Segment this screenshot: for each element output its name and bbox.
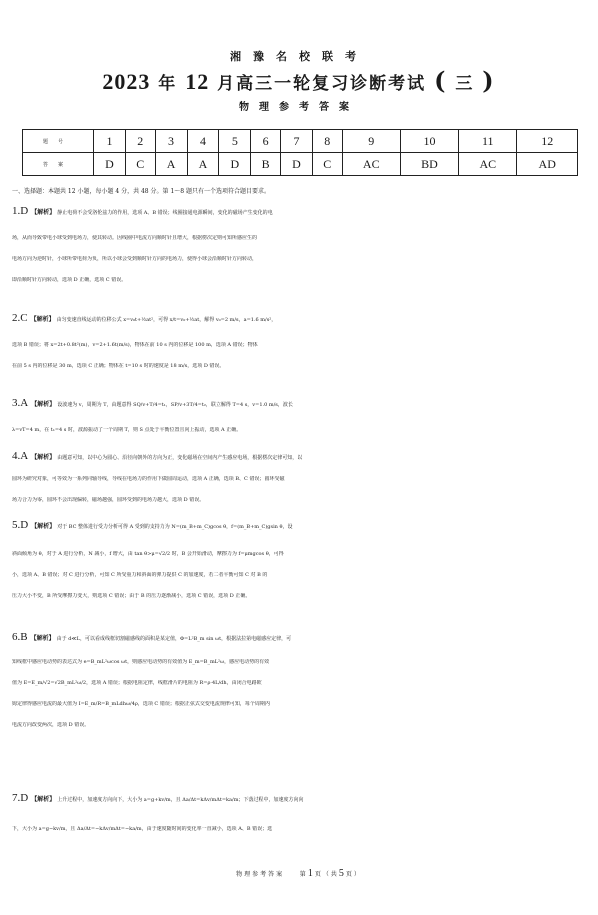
answer-cell: A (187, 153, 219, 176)
question-1 (12, 205, 590, 298)
question-3 (12, 397, 590, 448)
organization-title: 湘豫名校联考 (230, 50, 368, 63)
analysis-tag: 【解析】 (31, 523, 56, 530)
question-number-cell: 4 (187, 130, 219, 153)
section-heading: 一、选择题：本题共 12 小题，每小题 4 分，共 48 分。第 1～8 题只有一个选项符合题目要求。 (12, 188, 270, 195)
question-line: 选项 B 错误；将 x=2t+0.8t²(m)，v=2+1.6t(m/s)，物体在前 10 s 内的位移是 100 m，选项 A 错误；物体 (12, 342, 258, 348)
exam-month: 12 (185, 69, 210, 94)
answer-row (23, 153, 578, 176)
answer-cell: AD (517, 153, 578, 176)
question-label: 5.D (12, 519, 29, 531)
question-label: 1.D (12, 205, 29, 217)
row-label-number: 题号 (23, 130, 94, 153)
footer-page-suffix: 页） (345, 871, 362, 878)
question-line: 设波速为 v，周期为 T，由题意得 SQ/v+T/4=t₁，SP/v+3T/4=t₂，联立解得 T=4 s，v=1.0 m/s，波长 (57, 402, 293, 408)
question-line: 在前 5 s 内的位移是 30 m，选项 C 正确；物体在 t=10 s 时的速度是 18 m/s，选项 D 错误。 (12, 363, 225, 369)
exam-paren-content: 三 (455, 74, 475, 94)
analysis-tag: 【解析】 (30, 635, 55, 642)
answer-cell: D (281, 153, 313, 176)
answer-table (22, 129, 578, 176)
answer-cell: AC (459, 153, 517, 176)
question-4 (12, 450, 590, 518)
question-line: 小，选项 A、B 错误；对 C 进行分析，可知 C 所受重力和斜面的弹力提供 C 的加速度，若二者平衡可知 C 对 B 的 (12, 572, 268, 578)
footer-page-total: 5 (338, 868, 346, 879)
question-number-row (23, 130, 578, 153)
footer-page-number: 1 (307, 868, 315, 879)
footer-page-mid: 页（共 (314, 871, 339, 878)
exam-year: 2023 (102, 69, 151, 94)
question-line: 对于 BC 整体进行受力分析可得 A 受到的支持力为 N=(m_B+m_C)gcos θ，f=(m_B+m_C)gsin θ，设 (57, 524, 293, 530)
question-line: λ=vT=4 m，在 t₁=4 s 时，波源振动了一个周期 T，则 S 点处于平衡位置且向上振动，选项 A 正确。 (12, 427, 242, 433)
question-number-cell: 2 (125, 130, 155, 153)
exam-paren-close: ) (482, 66, 496, 95)
question-2 (12, 312, 590, 384)
question-5 (12, 519, 590, 614)
question-line: 场力合力为零，圆环不会出现偏转，磁场越强，圆环受到的电场力越大，选项 D 错误。 (12, 497, 205, 503)
answer-cell: BD (400, 153, 458, 176)
row-label-answer: 答案 (23, 153, 94, 176)
answer-cell: C (125, 153, 155, 176)
question-line: 压力大小不变，B 所受摩擦力变大，则选项 C 错误；由于 B 的压力逐渐减小，选项 C 错误，选项 D 正确。 (12, 593, 251, 599)
question-number-cell: 7 (281, 130, 313, 153)
answer-cell: D (219, 153, 251, 176)
question-6 (12, 631, 590, 743)
footer-doc-name: 物理参考答案 (236, 871, 285, 878)
question-label: 6.B (12, 631, 28, 643)
question-label: 4.A (12, 450, 29, 462)
question-label: 3.A (12, 397, 29, 409)
doc-subtitle: 物理参考答案 (239, 102, 359, 113)
answer-cell: C (312, 153, 342, 176)
analysis-tag: 【解析】 (31, 796, 56, 803)
question-line: 静止电荷不会受洛伦兹力的作用，选项 A、B 错误；线圈接通电源瞬间，变化的磁场产生变化的电 (57, 210, 273, 216)
question-number-cell: 12 (517, 130, 578, 153)
question-label: 2.C (12, 312, 28, 324)
question-line: 电场方向为逆时针，小球所带电荷为负，所以小球会受到顺时针方向的电场力，使得小球会沿顺时针方向转动， (12, 256, 258, 262)
question-number-cell: 10 (400, 130, 458, 153)
question-label: 7.D (12, 792, 29, 804)
question-line: 由匀变速直线运动的位移公式 x=v₀t+½at²，可得 x/t=v₀+½at，解得 v₀=2 m/s，a=1.6 m/s²， (56, 317, 277, 323)
question-line: 场，从而导致带电小球受到电场力，使其转动。因线圈中电流方向顺时针且增大，根据楞次定则可知所感应生的 (12, 235, 258, 241)
answer-cell: B (251, 153, 281, 176)
answer-cell: A (155, 153, 187, 176)
analysis-tag: 【解析】 (31, 209, 56, 216)
question-line: 圆环为研究对象，可等效为一系列同轴导线，导线在电场力的作用下做圆周运动，选项 A 正确，选项 B、C 错误；圆环受磁 (12, 476, 285, 482)
exam-title-rest: 月高三一轮复习诊断考试 (217, 74, 427, 94)
question-line: 由题意可知，以中心为圆心、沿径向朝外的方向为正，变化磁场在空间内产生感应电场，根据楞次定律可知，以 (57, 455, 303, 461)
analysis-tag: 【解析】 (30, 316, 55, 323)
footer-page-prefix: 第 (299, 871, 308, 878)
question-number-cell: 8 (312, 130, 342, 153)
question-number-cell: 9 (342, 130, 400, 153)
question-line: 下，大小为 a=g−kv/m，且 Δa/Δt=−kΔv/mΔt=−ka/m，由于速度随时间的变化率一直减小，选项 A、B 错误；选 (12, 826, 273, 832)
question-number-cell: 11 (459, 130, 517, 153)
analysis-tag: 【解析】 (31, 401, 56, 408)
question-line: 即沿顺时针方向转动，选项 D 正确，选项 C 错误。 (12, 277, 127, 283)
question-line: 知线框中感应电动势的表达式为 e=B_mL²ωcos ωt，则感应电动势的有效值为 E_m=B_mL²ω，感应电动势的有效 (12, 659, 270, 665)
question-number-cell: 5 (219, 130, 251, 153)
answer-cell: AC (342, 153, 400, 176)
question-line: 值为 E=E_m/√2=√2B_mL²ω/2，选项 A 错误；根据电阻定律，线框滑片的电阻为 R=ρ·4L/dh，由闭合电路欧 (12, 680, 262, 686)
question-line: 上升过程中，加速度方向向下，大小为 a=g+kv/m，且 Δa/Δt=kΔv/mΔt=ka/m；下落过程中，加速度方向向 (57, 797, 304, 803)
page-footer (0, 868, 598, 879)
question-number-cell: 6 (251, 130, 281, 153)
question-line: 斜面倾角为 θ，对于 A 进行分析，N 减小，f 增大，由 tan θ>μ=√2/2 时，B 会开始滑动，摩擦力为 f=μmgcos θ，可得 (12, 551, 284, 557)
question-line: 电流方向改变两次，选项 D 错误。 (12, 722, 90, 728)
question-number-cell: 3 (155, 130, 187, 153)
exam-title (0, 66, 598, 95)
question-number-cell: 1 (94, 130, 126, 153)
question-line: 由于 d≪L，可以看成线框切割磁感线的面积是某定值，Φ=L²B_m sin ωt，根据法拉第电磁感应定律，可 (56, 636, 292, 642)
question-line: 姆定律得感应电流的最大值为 I=E_m/R=B_mLdhω/4ρ，选项 C 错误；根据正弦式交变电流规律可知，每个周期内 (12, 701, 270, 707)
question-7 (12, 792, 590, 847)
answer-cell: D (94, 153, 126, 176)
exam-year-unit: 年 (158, 74, 178, 94)
analysis-tag: 【解析】 (31, 454, 56, 461)
exam-paren-open: ( (434, 66, 448, 95)
